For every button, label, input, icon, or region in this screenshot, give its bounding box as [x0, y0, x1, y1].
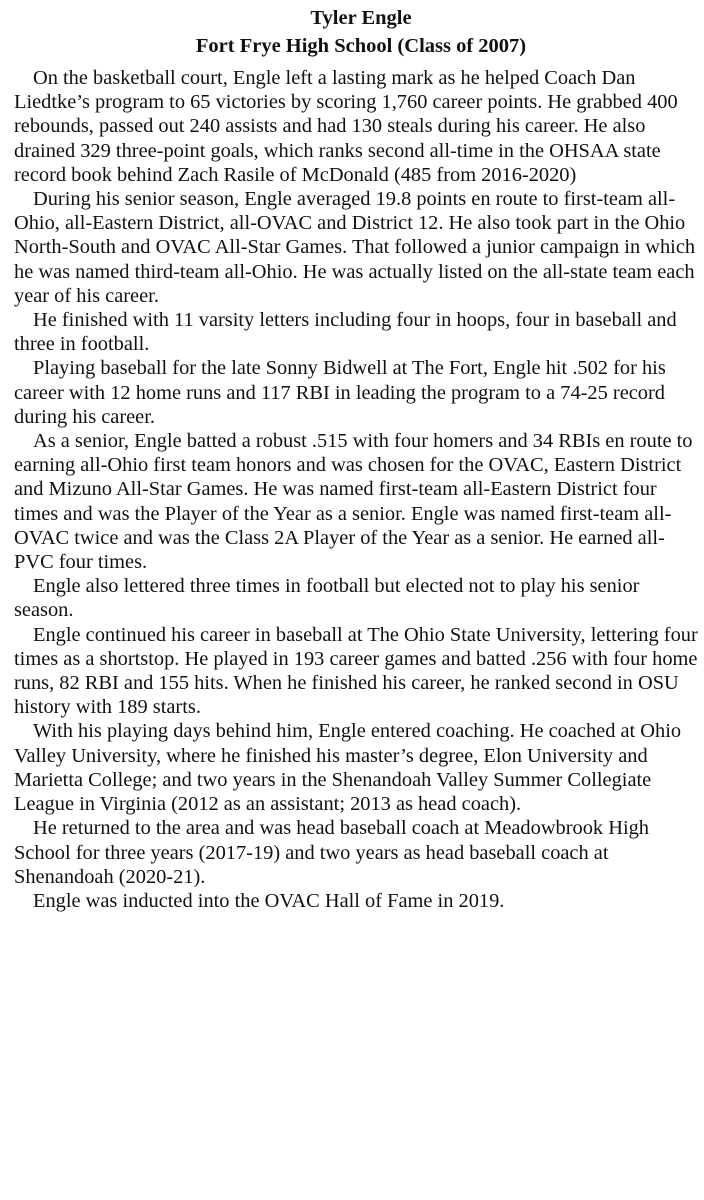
paragraph-baseball-career: Playing baseball for the late Sonny Bidwell at The Fort, Engle hit .502 for his career with 12 home runs and 117 RBI in leading the program to a 74-25 record during his career.: [14, 357, 666, 428]
paragraph-senior-basketball: During his senior season, Engle averaged 19.8 points en route to first-team all-Ohio, all-Eastern District, all-OVAC and District 12. He also took part in the Ohio North-South and OVAC All-Star Games. That followed a junior campaign in which he was named third-team all-Ohio. He was actually listed on the all-state team each year of his career.: [14, 188, 696, 307]
paragraph-college-baseball: Engle continued his career in baseball at The Ohio State University, lettering four times as a shortstop. He played in 193 career games and batted .256 with four home runs, 82 RBI and 155 hits. When he finished his career, he ranked second in OSU history with 189 starts.: [14, 623, 698, 719]
paragraph-basketball-career: On the basketball court, Engle left a lasting mark as he helped Coach Dan Liedtke’s program to 65 victories by scoring 1,760 career points. He grabbed 400 rebounds, passed out 240 assists and had 130 steals during his career. He also drained 329 three-point goals, which ranks second all-time in the OHSAA state record book behind Zach Rasile of McDonald (485 from 2016-2020): [14, 67, 678, 186]
paragraph-football: Engle also lettered three times in football but elected not to play his senior season.: [14, 575, 640, 622]
paragraph-senior-baseball: As a senior, Engle batted a robust .515 with four homers and 34 RBIs en route to earning all-Ohio first team honors and was chosen for the OVAC, Eastern District and Mizuno All-Star Games. He was named first-team all-Eastern District four times and was the Player of the Year as a senior. Engle was named first-team all-OVAC twice and was the Class 2A Player of the Year as a senior. He earned all-PVC four times.: [14, 430, 693, 574]
article-title: Tyler Engle: [310, 7, 412, 29]
paragraph-coaching: With his playing days behind him, Engle entered coaching. He coached at Ohio Valley University, where he finished his master’s degree, Elon University and Marietta College; and two years in the Shenandoah Valley Summer Collegiate League in Virginia (2012 as an assistant; 2013 as head coach).: [14, 720, 682, 816]
article: [14, 0, 698, 913]
paragraph-varsity-letters: He finished with 11 varsity letters including four in hoops, four in baseball and three in football.: [14, 309, 677, 356]
paragraph-hall-of-fame: Engle was inducted into the OVAC Hall of Fame in 2019.: [33, 889, 505, 912]
paragraph-head-coach: He returned to the area and was head baseball coach at Meadowbrook High School for three years (2017-19) and two years as head baseball coach at Shenandoah (2020-21).: [14, 817, 650, 888]
article-body: [14, 66, 698, 913]
article-subtitle: Fort Frye High School (Class of 2007): [195, 35, 527, 57]
